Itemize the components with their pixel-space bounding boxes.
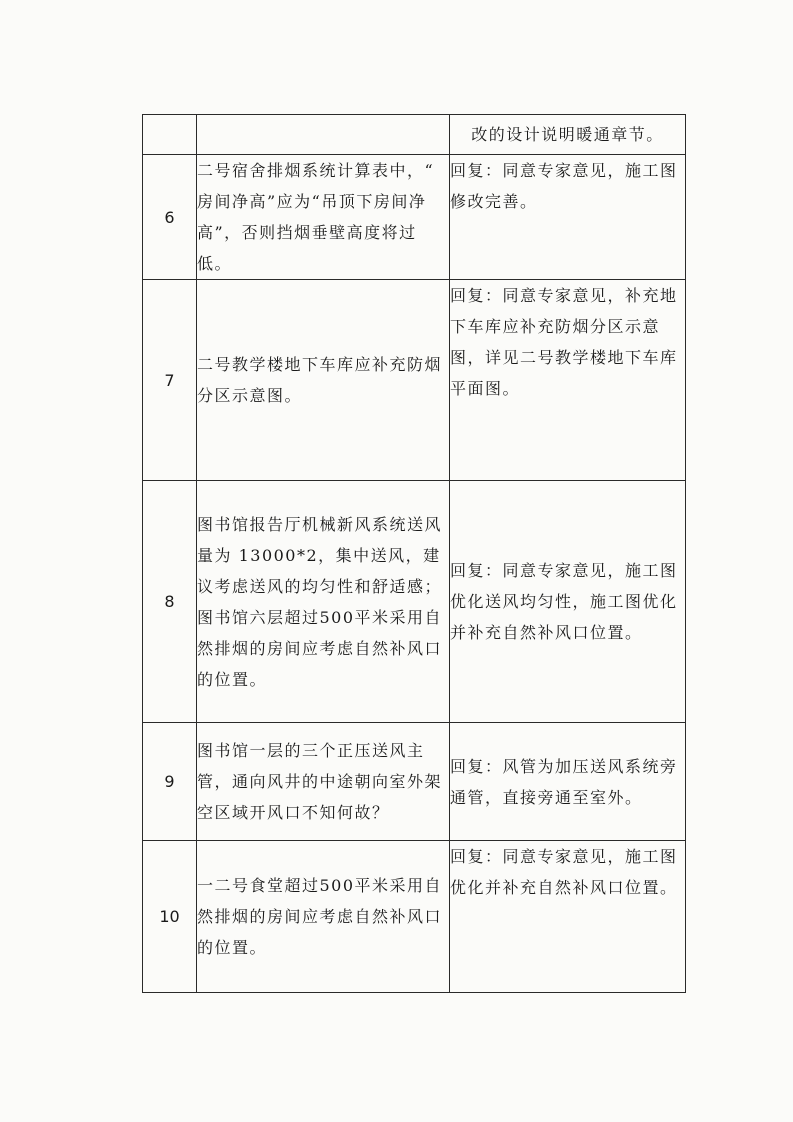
review-comment: 图书馆一层的三个正压送风主管，通向风井的中途朝向室外架空区域开风口不知何故？ — [197, 723, 450, 841]
row-number: 10 — [143, 841, 197, 993]
table-row — [143, 723, 686, 841]
review-comment: 一二号食堂超过500平米采用自然排烟的房间应考虑自然补风口的位置。 — [197, 841, 450, 993]
row-number: 9 — [143, 723, 197, 841]
row-number: 6 — [143, 155, 197, 280]
table-row — [143, 481, 686, 723]
reply-text: 改的设计说明暖通章节。 — [450, 115, 686, 155]
reply-text: 回复：风管为加压送风系统旁通管，直接旁通至室外。 — [450, 723, 686, 841]
table-row — [143, 841, 686, 993]
table-row — [143, 115, 686, 155]
table-row — [143, 280, 686, 481]
reply-text: 回复：同意专家意见，施工图修改完善。 — [450, 155, 686, 280]
review-comment: 二号教学楼地下车库应补充防烟分区示意图。 — [197, 280, 450, 481]
row-number: 8 — [143, 481, 197, 723]
reply-text: 回复：同意专家意见，施工图优化并补充自然补风口位置。 — [450, 841, 686, 993]
reply-text: 回复：同意专家意见，补充地下车库应补充防烟分区示意图，详见二号教学楼地下车库平面图。 — [450, 280, 686, 481]
row-number: 7 — [143, 280, 197, 481]
row-number — [143, 115, 197, 155]
table-row — [143, 155, 686, 280]
reply-text: 回复：同意专家意见，施工图优化送风均匀性，施工图优化并补充自然补风口位置。 — [450, 481, 686, 723]
review-comment: 图书馆报告厅机械新风系统送风量为 13000*2，集中送风，建议考虑送风的均匀性和舒适感；图书馆六层超过500平米采用自然排烟的房间应考虑自然补风口的位置。 — [197, 481, 450, 723]
review-table — [142, 114, 686, 993]
review-comment — [197, 115, 450, 155]
review-comment: 二号宿舍排烟系统计算表中，“ 房间净高”应为“吊顶下房间净高”，否则挡烟垂壁高度将过低。 — [197, 155, 450, 280]
